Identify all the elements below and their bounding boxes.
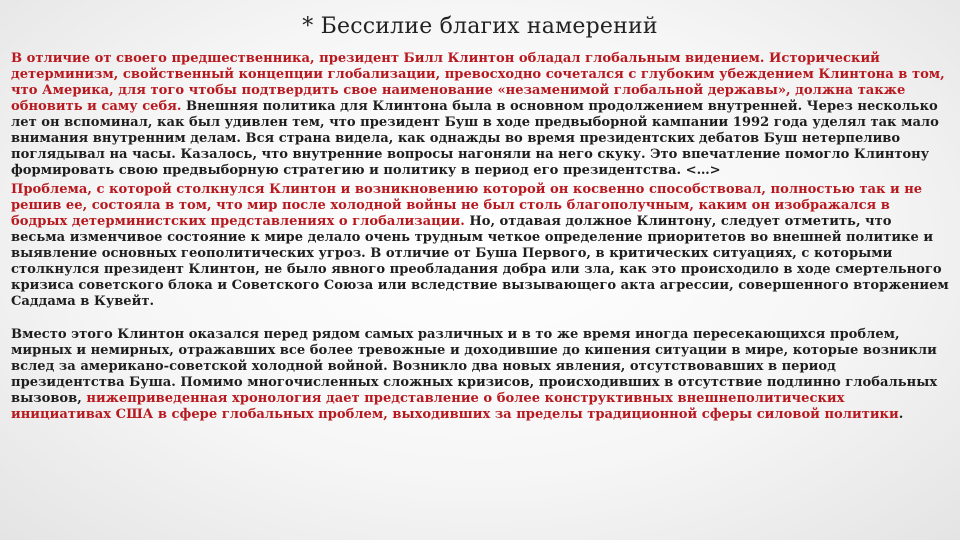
slide-body	[11, 51, 949, 423]
paragraph-2	[11, 182, 949, 310]
slide-title: * Бессилие благих намерений	[302, 14, 658, 39]
paragraph-1-highlight: В отличие от своего предшественника, президент Билл Клинтон обладал глобальным видением. Исторический детерминизм, свойственный концепции глобализации, превосходно сочетался с глубоким убеждением Клинтона в том, что Америка, для того чтобы подтвердить свое наименование «незаменимой глобальной державы», должна также обновить и саму себя.	[11, 51, 945, 114]
paragraph-3-text: Вместо этого Клинтон оказался перед рядом самых различных и в то же время иногда пересекающихся проблем, мирных и немирных, отражавших все более тревожные и доходившие до кипения ситуации в мире, которые возникли вслед за американо-советской холодной войной. Возникло два новых явления, отсутствовавших в период президентства Буша. Помимо многочисленных сложных кризисов, происходивших в отсутствие подлинно глобальных вызовов,	[11, 327, 938, 406]
paragraph-3-highlight: нижеприведенная хронология дает представление о более конструктивных внешнеполитических инициативах США в сфере глобальных проблем, выходивших за пределы традиционной сферы силовой политики	[11, 391, 899, 422]
paragraph-3	[11, 327, 949, 423]
paragraph-3-tail: .	[898, 407, 904, 422]
paragraph-2-highlight: Проблема, с которой столкнулся Клинтон и возникновению которой он косвенно способствовал, полностью так и не решив ее, состояла в том, что мир после холодной войны не был столь благополучным, каким он изображался в бодрых детерминистских представлениях о глобализации.	[11, 182, 923, 229]
paragraph-1	[11, 51, 949, 179]
paragraph-2-text: Но, отдавая должное Клинтону, следует отметить, что весьма изменчивое состояние к мире делало очень трудным четкое определение приоритетов во внешней политике и выявление основных геополитических угроз. В отличие от Буша Первого, в критических ситуациях, с которыми столкнулся президент Клинтон, не было явного преобладания добра или зла, как это происходило в ходе смертельного кризиса советского блока и Советского Союза или вследствие вызывающего акта агрессии, совершенного вторжением Саддама в Кувейт.	[11, 214, 949, 309]
paragraph-1-text: Внешняя политика для Клинтона была в основном продолжением внутренней. Через несколько лет он вспоминал, как был удивлен тем, что президент Буш в ходе предвыборной кампании 1992 года уделял так мало внимания внутренним делам. Вся страна видела, как однажды во время президентских дебатов Буш нетерпеливо поглядывал на часы. Казалось, что внутренние вопросы нагоняли на него скуку. Это впечатление помогло Клинтону формировать свою предвыборную стратегию и политику в период его президентства. <…>	[11, 99, 939, 178]
